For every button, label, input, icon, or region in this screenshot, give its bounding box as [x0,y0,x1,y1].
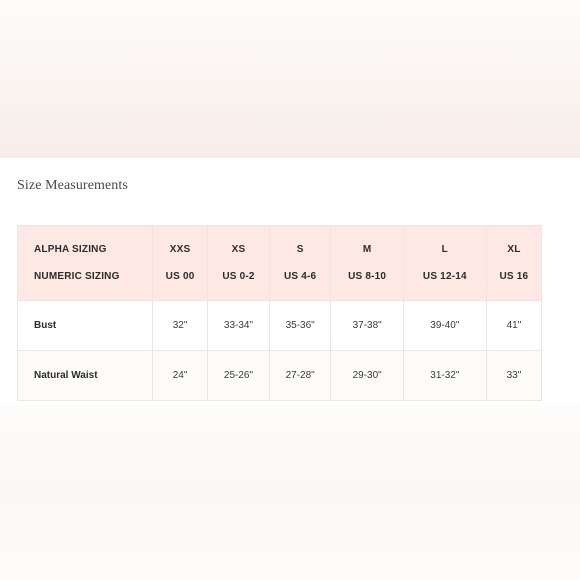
bottom-background-band [0,405,580,580]
numeric-size: US 16 [499,271,529,282]
alpha-size: M [362,244,372,255]
measurement-cell: 32" [153,301,208,351]
measurement-cell: 24" [153,351,208,401]
size-chart-table [17,225,542,401]
measurement-cell: 35-36" [269,301,331,351]
alpha-size: L [441,244,448,255]
measurement-cell: 37-38" [331,301,403,351]
top-background-band [0,0,580,158]
size-header-cell [208,226,270,301]
numeric-sizing-label: NUMERIC SIZING [34,271,120,282]
numeric-size: US 00 [165,271,195,282]
size-header-cell [486,226,541,301]
numeric-size: US 8-10 [348,271,387,282]
alpha-size: S [296,244,304,255]
size-header-cell [403,226,486,301]
table-row-bust [18,301,542,351]
numeric-size: US 0-2 [222,271,255,282]
page-title: Size Measurements [17,178,128,193]
measurement-cell: 31-32" [403,351,486,401]
measurement-cell: 25-26" [208,351,270,401]
alpha-size: XXS [169,244,191,255]
table-header-row [18,226,542,301]
measurement-cell: 29-30" [331,351,403,401]
measurement-cell: 41" [486,301,541,351]
size-header-cell [153,226,208,301]
size-header-cell [331,226,403,301]
measurement-cell: 27-28" [269,351,331,401]
row-label: Bust [18,301,153,351]
alpha-sizing-label: ALPHA SIZING [34,244,107,255]
measurement-cell: 39-40" [403,301,486,351]
table-row-natural-waist [18,351,542,401]
alpha-size: XS [231,244,246,255]
row-label: Natural Waist [18,351,153,401]
numeric-size: US 12-14 [422,271,467,282]
measurement-cell: 33" [486,351,541,401]
measurement-cell: 33-34" [208,301,270,351]
header-label-cell [18,226,153,301]
size-header-cell [269,226,331,301]
alpha-size: XL [507,244,521,255]
numeric-size: US 4-6 [283,271,317,282]
